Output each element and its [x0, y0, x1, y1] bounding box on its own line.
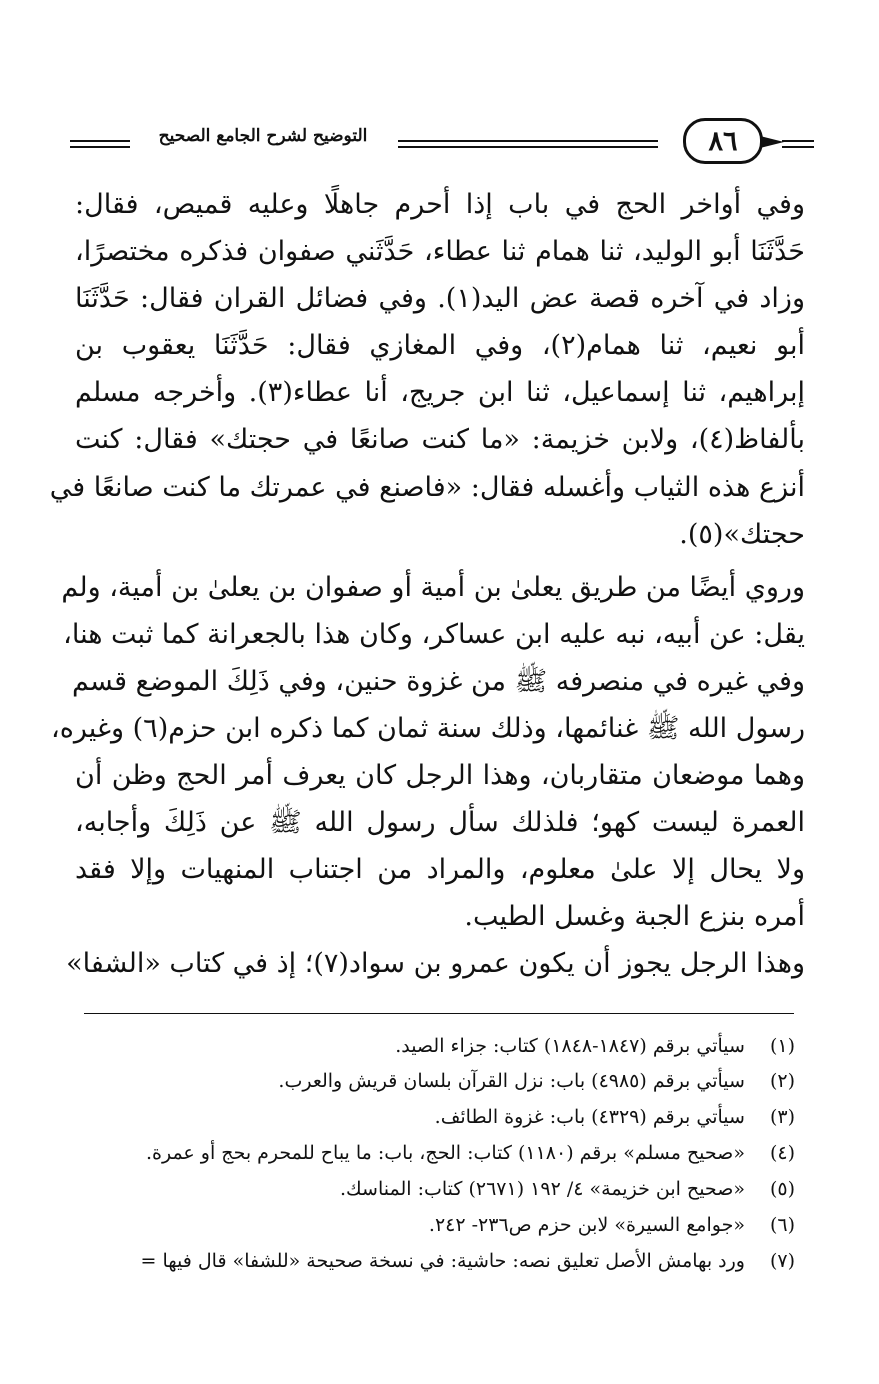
running-title: التوضيح لشرح الجامع الصحيح: [158, 126, 368, 146]
footnote-number: (٣): [769, 1106, 795, 1128]
footnote: [35, 1066, 795, 1096]
footnote-number: (٦): [769, 1214, 795, 1236]
body-line: بألفاظ(٤)، ولابن خزيمة: «ما كنت صانعًا في حجتك» فقال: كنت: [75, 424, 805, 455]
body-line: وفي أواخر الحج في باب إذا أحرم جاهلًا وعليه قميص، فقال:: [75, 189, 805, 220]
body-line: ولا يحال إلا علىٰ معلوم، والمراد من اجتناب المنهيات وإلا فقد: [75, 854, 805, 885]
body-line: حَدَّثَنَا أبو الوليد، ثنا همام ثنا عطاء، حَدَّثَني صفوان فذكره مختصرًا،: [75, 236, 805, 267]
footnote: [35, 1138, 795, 1168]
body-line: وزاد في آخره قصة عض اليد(١). وفي فضائل القران فقال: حَدَّثَنَا: [75, 283, 806, 314]
body-line: أمره بنزع الجبة وغسل الطيب.: [464, 901, 805, 932]
header-rule-left: [70, 140, 130, 142]
footnote-text: سيأتي برقم (١٨٤٧-١٨٤٨) كتاب: جزاء الصيد.: [395, 1035, 745, 1057]
footnote-text: «صحيح ابن خزيمة» ٤/ ١٩٢ (٢٦٧١) كتاب: المناسك.: [339, 1178, 745, 1200]
body-line: إبراهيم، ثنا إسماعيل، ثنا ابن جريج، أنا عطاء(٣). وأخرجه مسلم: [75, 377, 805, 408]
footnote-text: سيأتي برقم (٤٣٢٩) باب: غزوة الطائف.: [434, 1106, 745, 1128]
header-rule-right: [782, 140, 814, 142]
body-line: حجتك»(٥).: [679, 519, 805, 550]
footnote-number: (٧): [769, 1250, 795, 1272]
footnote-text: «جوامع السيرة» لابن حزم ص٢٣٦- ٢٤٢.: [428, 1214, 745, 1236]
body-line: العمرة ليست كهو؛ فلذلك سأل رسول الله ﷺ عن ذَلِكَ وأجابه،: [75, 807, 805, 838]
footnote-text: ورد بهامش الأصل تعليق نصه: حاشية: في نسخة صحيحة «للشفا» قال فيها =: [140, 1250, 745, 1272]
footnote-text: «صحيح مسلم» برقم (١١٨٠) كتاب: الحج، باب: ما يباح للمحرم بحج أو عمرة.: [145, 1142, 745, 1164]
header-rule-middle: [398, 140, 658, 142]
footnote-number: (٤): [769, 1142, 795, 1164]
footnote-separator: [84, 1013, 794, 1014]
footnote: [35, 1174, 795, 1204]
footnote-number: (٢): [769, 1070, 795, 1092]
footnote-text: سيأتي برقم (٤٩٨٥) باب: نزل القرآن بلسان قريش والعرب.: [278, 1070, 745, 1092]
footnote-number: (٥): [769, 1178, 795, 1200]
page-number-badge: [683, 118, 763, 164]
footnote: [35, 1210, 795, 1240]
body-line: وفي غيره في منصرفه ﷺ من غزوة حنين، وفي ذَلِكَ الموضع قسم: [72, 666, 805, 697]
footnote: [35, 1102, 795, 1132]
body-line: أنزع هذه الثياب وأغسله فقال: «فاصنع في عمرتك ما كنت صانعًا في: [49, 472, 805, 503]
body-line: وروي أيضًا من طريق يعلىٰ بن أمية أو صفوان بن يعلىٰ بن أمية، ولم: [61, 572, 805, 603]
body-line: رسول الله ﷺ غنائمها، وذلك سنة ثمان كما ذكره ابن حزم(٦) وغيره،: [50, 713, 805, 744]
footnote: [35, 1246, 795, 1276]
body-line: أبو نعيم، ثنا همام(٢)، وفي المغازي فقال: حَدَّثَنَا يعقوب بن: [75, 330, 806, 361]
footnote: [35, 1031, 795, 1061]
footnote-number: (١): [769, 1035, 795, 1057]
body-line: وهذا الرجل يجوز أن يكون عمرو بن سواد(٧)؛ إذ في كتاب «الشفا»: [66, 948, 805, 979]
body-line: يقل: عن أبيه، نبه عليه ابن عساكر، وكان هذا بالجعرانة كما ثبت هنا،: [63, 619, 805, 650]
body-line: وهما موضعان متقاربان، وهذا الرجل كان يعرف أمر الحج وظن أن: [75, 760, 805, 791]
page-number: ٨٦: [708, 125, 738, 157]
